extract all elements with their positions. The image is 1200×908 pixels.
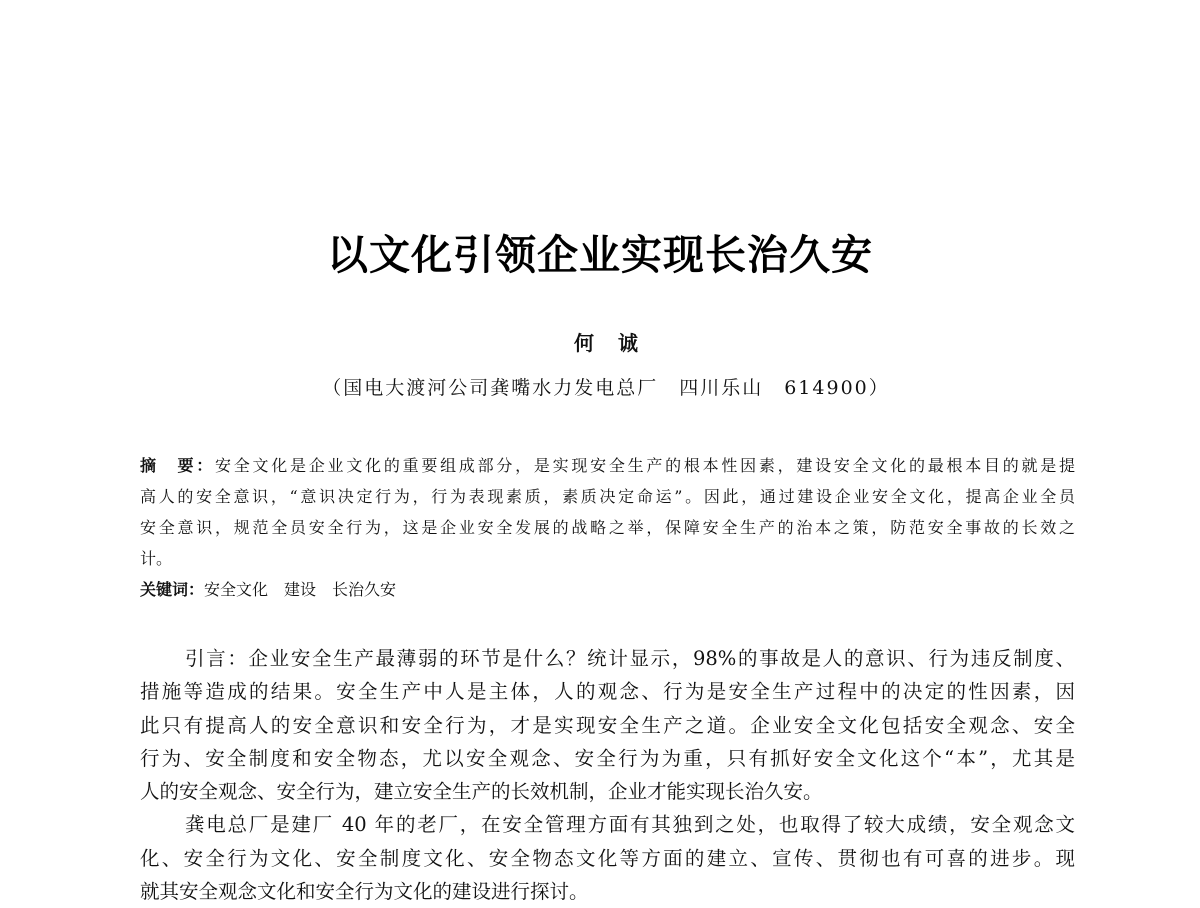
abstract-line — [140, 450, 1075, 481]
author-name: 何 诚 — [574, 331, 640, 355]
abstract-line: 高人的安全意识，“意识决定行为，行为表现素质，素质决定命运”。因此，通过建设企业安全文化，提高企业全员 — [140, 487, 1075, 506]
body-line: 化、安全行为文化、安全制度文化、安全物态文化等方面的建立、宣传、贯彻也有可喜的进步。现 — [140, 846, 1075, 870]
abstract-line: 安全意识，规范全员安全行为，这是企业安全发展的战略之举，保障安全生产的治本之策，防范安全事故的长效之 — [140, 518, 1075, 537]
abstract-section — [140, 450, 1075, 605]
body-line: 人的安全观念、安全行为，建立安全生产的长效机制，企业才能实现长治久安。 — [140, 780, 823, 804]
keywords-text: 安全文化 建设 长治久安 — [204, 580, 397, 599]
abstract-line: 计。 — [140, 549, 173, 568]
body-line: 引言：企业安全生产最薄弱的环节是什么？统计显示，98%的事故是人的意识、行为违反制度、 — [185, 647, 1075, 670]
body-line: 行为、安全制度和安全物态，尤以安全观念、安全行为为重，只有抓好安全文化这个“本”，尤其是 — [140, 746, 1075, 770]
body-line: 措施等造成的结果。安全生产中人是主体，人的观念、行为是安全生产过程中的决定的性因素，因 — [140, 680, 1075, 704]
keywords-label: 关键词： — [140, 580, 205, 599]
article-title: 以文化引领企业实现长治久安 — [327, 231, 873, 279]
body-line: 龚电总厂是建厂 40 年的老厂，在安全管理方面有其独到之处，也取得了较大成绩，安全观念文 — [185, 813, 1075, 837]
body-line: 就其安全观念文化和安全行为文化的建设进行探讨。 — [140, 880, 589, 904]
keywords-line — [140, 574, 1075, 605]
body-text — [140, 642, 1075, 908]
abstract-text: 安全文化是企业文化的重要组成部分，是实现安全生产的根本性因素，建设安全文化的最根本目的就是提 — [215, 456, 1075, 475]
body-line: 此只有提高人的安全意识和安全行为，才是实现安全生产之道。企业安全文化包括安全观念、安全 — [140, 713, 1075, 737]
abstract-label: 摘 要： — [140, 456, 216, 475]
author-affiliation: （国电大渡河公司龚嘴水力发电总厂 四川乐山 614900） — [322, 377, 890, 399]
